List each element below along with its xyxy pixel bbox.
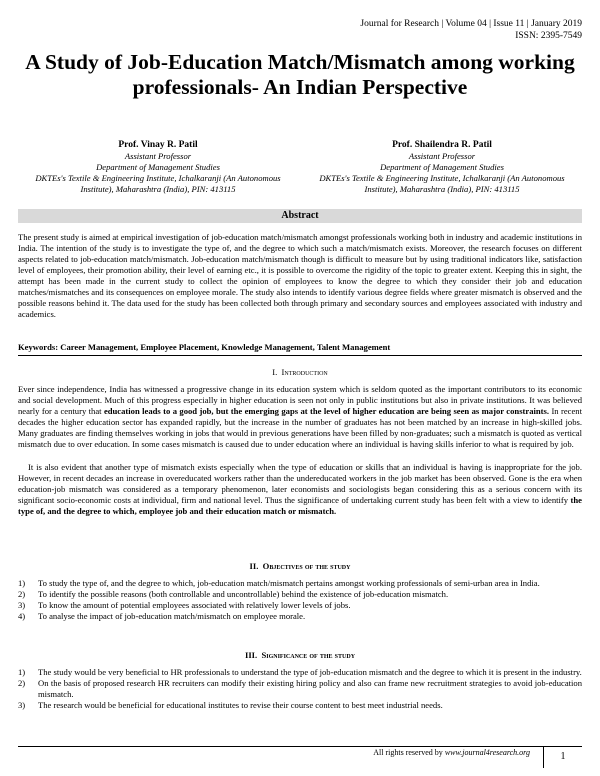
text-run: In recent decades the higher education sector has expanded rapidly, but the increase in the number of graduates has not been matched by an increase in high-skilled jobs. Many graduates are finding themselves working in jobs that would in previous generations have been filled by non-graduates; such a mismatch is quoted as vertical mismatch due to over education. In some cases mismatch is caused due to under education where an individual is having skills inferior to what is required by job. xyxy=(18,406,582,449)
author-name: Prof. Shailendra R. Patil xyxy=(392,140,492,150)
paper-title: A Study of Job-Education Match/Mismatch among working professionals- An Indian Perspective xyxy=(25,50,575,99)
author-department: Department of Management Studies xyxy=(96,162,220,172)
section-number: I. xyxy=(272,367,278,377)
keywords: Keywords: Career Management, Employee Placement, Knowledge Management, Talent Management xyxy=(18,342,391,352)
list-number: 2) xyxy=(18,678,26,688)
author-affiliation: DKTEs's Textile & Engineering Institute, Ichalkaranji (An Autonomous Institute), Maharashtra (India), PIN: 413115 xyxy=(35,173,281,194)
author-2 xyxy=(302,140,582,195)
list-number: 2) xyxy=(18,589,26,599)
list-number: 3) xyxy=(18,600,26,610)
text-run: It is also evident that another type of mismatch exists especially when the type of education or skills that an individual is having is inappropriate for the job. However, in recent decades an increase in overeducated workers rather than the undereducated workers in the job market has been observed. Gone is the era when education-job mismatch was considered as a temporary phenomenon, later economists and sociologists began considering this as a serious concern with its significant socio-economic costs at individual, firm and national level. Thus the significance of undertaking current study has been felt with a view to identify xyxy=(18,462,582,505)
section-heading-introduction xyxy=(18,367,582,378)
objectives-list xyxy=(18,578,582,622)
author-department: Department of Management Studies xyxy=(380,162,504,172)
list-text: The study would be very beneficial to HR professionals to understand the type of job-education mismatch and the degree to which it is present in the industry. xyxy=(38,667,582,677)
list-item xyxy=(18,611,582,622)
section-number: III. xyxy=(244,650,258,660)
list-item xyxy=(18,600,582,611)
author-affiliation: DKTEs's Textile & Engineering Institute, Ichalkaranji (An Autonomous Institute), Maharashtra (India), PIN: 413115 xyxy=(319,173,565,194)
list-item xyxy=(18,578,582,589)
section-heading-objectives xyxy=(18,561,582,572)
section-title: Introduction xyxy=(281,367,328,377)
section-title: Significance of the study xyxy=(261,650,356,660)
issn: ISSN: 2395-7549 xyxy=(515,31,582,41)
footer-rights: All rights reserved by xyxy=(373,748,443,757)
author-role: Assistant Professor xyxy=(124,151,192,161)
section-heading-significance xyxy=(18,650,582,661)
list-item xyxy=(18,700,582,711)
divider xyxy=(18,355,582,356)
list-number: 4) xyxy=(18,611,26,621)
text-run-bold: education leads to a good job, but the emerging gaps at the level of higher education are being seen as major constraints. xyxy=(103,406,550,416)
list-text: To study the type of, and the degree to which, job-education match/mismatch pertains amongst working professionals of semi-urban area in India. xyxy=(38,578,540,588)
text-run-bold: the type of, and the degree to which, employee job and their education match or mismatch. xyxy=(18,495,582,516)
list-text: The research would be beneficial for educational institutes to revise their course content to best meet industrial needs. xyxy=(38,700,443,710)
intro-paragraph-1 xyxy=(18,384,582,450)
abstract-text: The present study is aimed at empirical investigation of job-education match/mismatch amongst professionals working both in industry and academic institutions in India. The intention of the study is to investigate the type of, and the degree to which such a match/mismatch exists. Moreover, the research focuses on different aspects related to job-education match/mismatch. Job-education match/mismatch though is difficult to measure but by using traditional indicators like, satisfaction level of employees, their promotion ability, their level of earning etc., it is possible to overcome the rigidity of the topic to greater extent. Keeping this in sight, the attempt has been made in the current study to collect the opinion of employees to know the degree to which they consider their job and education matches/mismatches and its consequences on employee morale. The study also intends to identify various degree fields where greater mismatch is observed and the possible reasons behind it. The data used for the study has been collected both through primary and secondary sources and employees associated with industry and academics. xyxy=(18,232,582,319)
list-number: 3) xyxy=(18,700,26,710)
section-number: II. xyxy=(249,561,259,571)
author-1 xyxy=(18,140,298,195)
page-number: 1 xyxy=(543,746,582,768)
list-item xyxy=(18,678,582,700)
list-text: To analyse the impact of job-education match/mismatch on employee morale. xyxy=(38,611,306,621)
footer-site-link[interactable]: www.journal4research.org xyxy=(444,748,530,757)
author-role: Assistant Professor xyxy=(408,151,476,161)
footer-divider xyxy=(18,746,582,747)
list-text: To know the amount of potential employees associated with relatively lower levels of jobs. xyxy=(38,600,351,610)
abstract-heading: Abstract xyxy=(18,209,582,223)
text-run: Ever since independence, India has witnessed a progressive change in its education system which is seldom quoted as the important contributors to its economic and social development. Much of this progress especially in higher education is seen not only in public institutions but also in private institutions. It was believed nearly for a century that xyxy=(18,384,582,416)
list-item xyxy=(18,667,582,678)
journal-line: Journal for Research | Volume 04 | Issue 11 | January 2019 xyxy=(360,19,582,29)
intro-paragraph-2 xyxy=(18,462,582,517)
list-text: On the basis of proposed research HR recruiters can modify their existing hiring policy and also can frame new recruitment strategies to avoid job-education mismatch. xyxy=(38,678,582,699)
list-item xyxy=(18,589,582,600)
author-name: Prof. Vinay R. Patil xyxy=(118,140,198,150)
journal-header xyxy=(360,18,582,42)
list-number: 1) xyxy=(18,578,26,588)
paper-page xyxy=(18,0,582,776)
list-text: To identify the possible reasons (both controllable and uncontrollable) behind the existence of job-education mismatch. xyxy=(38,589,449,599)
list-number: 1) xyxy=(18,667,26,677)
significance-list xyxy=(18,667,582,711)
authors-block xyxy=(18,140,582,195)
section-title: Objectives of the study xyxy=(262,561,351,571)
